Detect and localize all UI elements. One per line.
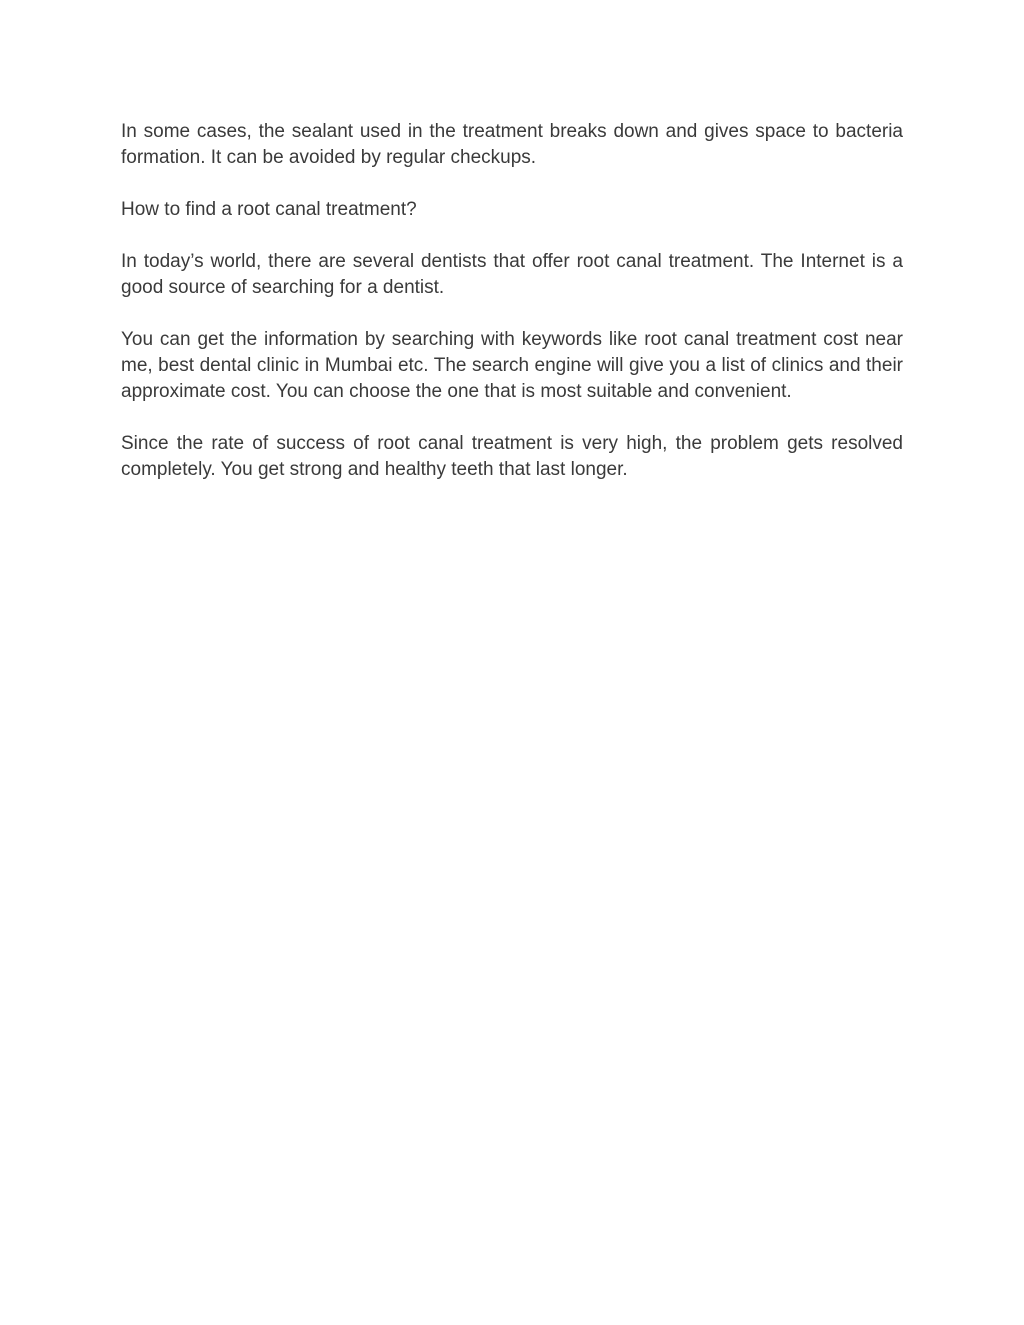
paragraph-success: Since the rate of success of root canal treatment is very high, the problem gets resolved completely. You get strong and healthy teeth that last longer. — [121, 433, 903, 480]
paragraph-search: You can get the information by searching with keywords like root canal treatment cost near me, best dental clinic in Mumbai etc. The search engine will give you a list of clinics and their approximate cost. You can choose the one that is most suitable and convenient. — [121, 329, 903, 402]
paragraph-sealant: In some cases, the sealant used in the treatment breaks down and gives space to bacteria formation. It can be avoided by regular checkups. — [121, 121, 903, 168]
paragraph-question: How to find a root canal treatment? — [121, 199, 417, 220]
document-body — [121, 119, 903, 509]
paragraph-dentists: In today’s world, there are several dentists that offer root canal treatment. The Internet is a good source of searching for a dentist. — [121, 251, 903, 298]
